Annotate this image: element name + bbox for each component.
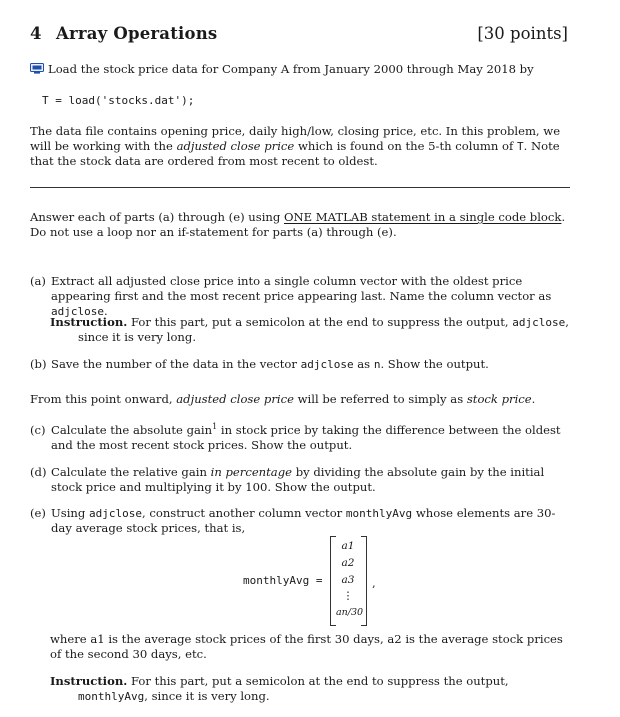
desc-emphasis: adjusted close price	[176, 139, 295, 153]
part-a-text: Extract all adjusted close price into a single column vector with the oldest price appearing first and the most recent price appearing last. Name the column vector as	[51, 274, 552, 303]
part-b-code-2: n	[373, 358, 381, 371]
section-title-text: Array Operations	[56, 24, 218, 43]
desc-code: T	[517, 140, 524, 153]
part-e-instruction-code: monthlyAvg	[78, 690, 145, 703]
part-a-instruction-end: , since it is very long.	[78, 315, 569, 344]
vector-entry-2: a2	[341, 557, 355, 569]
part-a-end: .	[103, 304, 108, 318]
directions-underlined: ONE MATLAB statement in a single code block	[283, 210, 562, 224]
part-a-instruction	[50, 315, 570, 345]
part-a-code: adjclose	[51, 305, 104, 318]
vector-entry-1: a1	[341, 540, 355, 552]
part-b-text-3: . Show the output.	[380, 357, 489, 371]
note-text-1: From this point onward,	[30, 392, 177, 406]
part-e-text-3: whose elements are 30-day average stock prices, that is,	[51, 506, 556, 535]
part-d-text-1: Calculate the relative gain	[51, 465, 211, 479]
part-c-text-1: Calculate the absolute gain	[51, 423, 213, 437]
computer-icon	[30, 63, 44, 74]
desc-text-3: . Note that the stock data are ordered from most recent to oldest.	[30, 139, 560, 168]
desc-text-2: which is found on the 5-th column of	[294, 139, 518, 153]
part-b	[30, 357, 570, 372]
part-b-text-2: as	[353, 357, 374, 371]
part-d	[30, 465, 570, 495]
divider	[30, 187, 570, 188]
part-e-where: where a1 is the average stock prices of the first 30 days, a2 is the average stock prices of the second 30 days, etc.	[50, 632, 563, 661]
part-c	[30, 423, 570, 453]
part-e-text-2: , construct another column vector	[142, 506, 346, 520]
part-e	[30, 506, 570, 536]
vector-entry-last: an/30	[336, 607, 364, 618]
desc-text-1: The data file contains opening price, daily high/low, closing price, etc. In this problem, we will be working with the	[30, 124, 561, 153]
part-b-code-1: adjclose	[300, 358, 354, 371]
part-e-code-2: monthlyAvg	[345, 507, 413, 520]
load-instruction: Load the stock price data for Company A from January 2000 through May 2018 by	[48, 62, 534, 76]
note-emphasis-2: stock price	[466, 392, 532, 406]
part-a	[30, 274, 570, 319]
part-e-instruction	[50, 674, 570, 704]
part-b-label: (b)	[30, 357, 47, 371]
part-a-instruction-text: For this part, put a semicolon at the end to suppress the output,	[127, 315, 513, 329]
vector-entry-3: a3	[341, 574, 355, 586]
part-e-instruction-end: , since it is very long.	[144, 689, 270, 703]
part-e-instruction-text: For this part, put a semicolon at the end to suppress the output,	[127, 674, 509, 688]
section-number: 4	[30, 24, 42, 43]
stock-price-note	[30, 392, 570, 407]
part-c-text-2: in stock price by taking the difference between the oldest and the most recent stock prices. Show the output.	[51, 423, 561, 452]
load-code: T = load('stocks.dat');	[42, 94, 195, 107]
part-e-label: (e)	[30, 506, 46, 520]
part-a-instruction-code: adjclose	[512, 316, 566, 329]
part-d-text-2: by dividing the absolute gain by the initial stock price and multiplying it by 100. Show the output.	[51, 465, 545, 494]
section-title	[30, 24, 217, 43]
note-text-2: will be referred to simply as	[293, 392, 467, 406]
vector-ellipsis: ⋮	[342, 590, 354, 602]
part-c-label: (c)	[30, 423, 46, 437]
part-e-text-1: Using	[51, 506, 90, 520]
directions	[30, 210, 570, 240]
note-emphasis-1: adjusted close price	[176, 392, 294, 406]
part-d-emphasis: in percentage	[210, 465, 293, 479]
directions-text-1: Answer each of parts (a) through (e) using	[30, 210, 284, 224]
part-d-label: (d)	[30, 465, 47, 479]
data-description	[30, 124, 570, 169]
part-e-instruction-label: Instruction.	[50, 674, 128, 688]
part-e-code-1: adjclose	[89, 507, 142, 520]
part-b-text-1: Save the number of the data in the vector	[51, 357, 301, 371]
part-a-label: (a)	[30, 274, 46, 288]
footnote-marker: 1	[212, 422, 218, 432]
directions-text-2: . Do not use a loop nor an if-statement for parts (a) through (e).	[30, 210, 566, 239]
equation-comma: ,	[372, 576, 376, 590]
part-a-instruction-label: Instruction.	[50, 315, 128, 329]
section-points: [30 points]	[477, 24, 568, 43]
equation-lhs: monthlyAvg =	[243, 574, 323, 587]
note-text-3: .	[531, 392, 536, 406]
